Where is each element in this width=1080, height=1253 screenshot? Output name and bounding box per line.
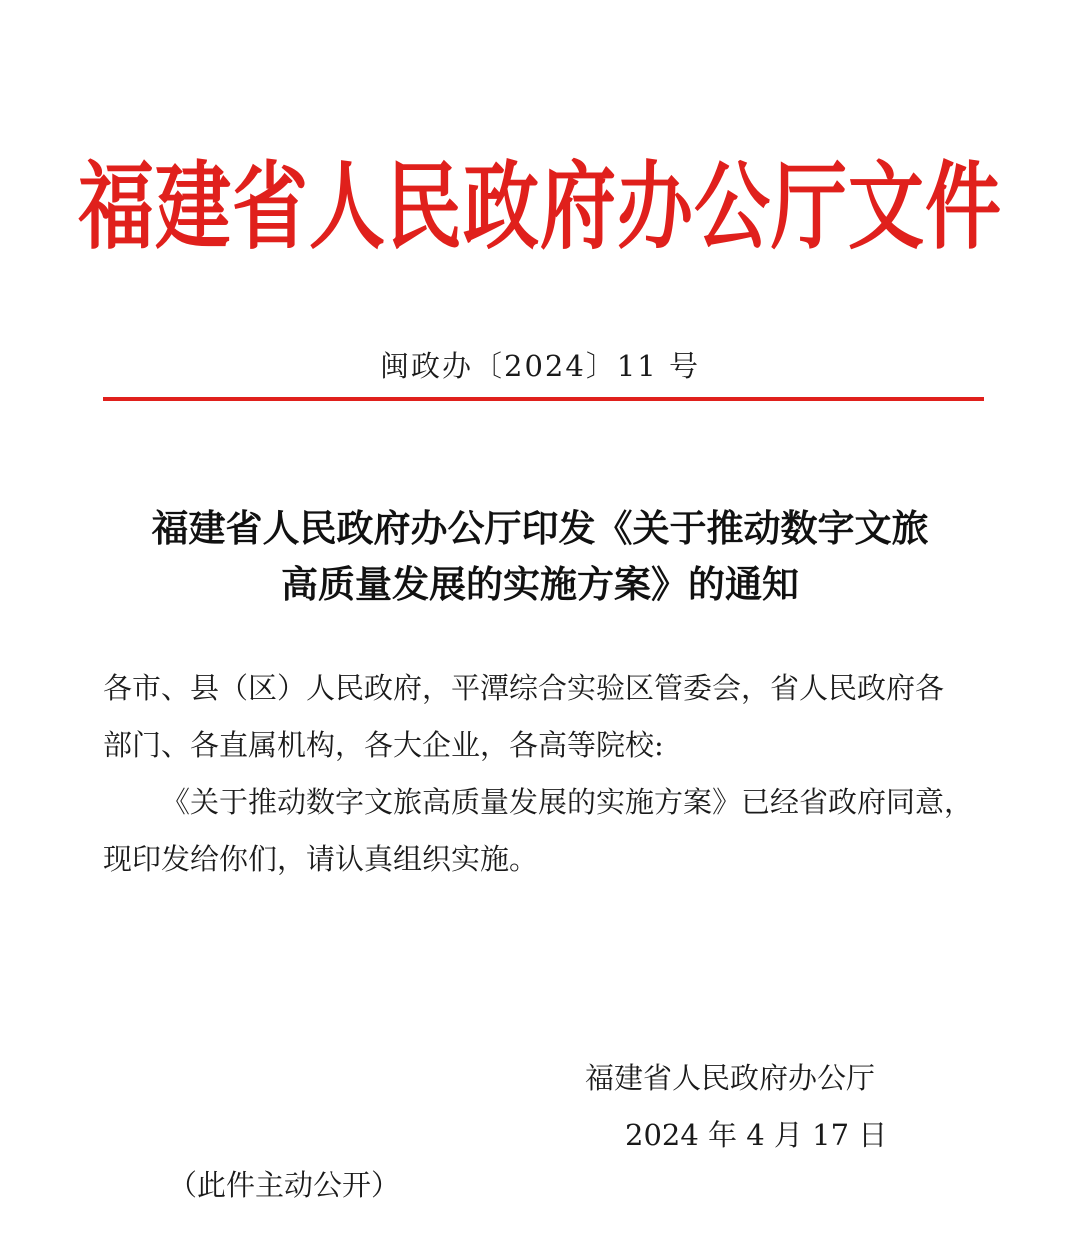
addressee-line-2: 部门、各直属机构，各大企业，各高等院校:	[103, 728, 664, 762]
body-paragraph-line-2: 现印发给你们，请认真组织实施。	[103, 842, 539, 876]
issuing-office: 福建省人民政府办公厅	[585, 1061, 876, 1095]
body-paragraph-line-1: 《关于推动数字文旅高质量发展的实施方案》已经省政府同意，	[161, 785, 974, 819]
notice-title	[100, 500, 980, 612]
disclosure-note: （此件主动公开）	[168, 1168, 401, 1202]
notice-body	[103, 660, 988, 888]
signature-block	[585, 1050, 905, 1164]
notice-title-line-2: 高质量发展的实施方案》的通知	[281, 562, 799, 606]
issue-date: 2024 年 4 月 17 日	[625, 1118, 888, 1152]
document-header-title: 福建省人民政府办公厅文件	[78, 150, 1002, 262]
notice-title-line-1: 福建省人民政府办公厅印发《关于推动数字文旅	[151, 506, 929, 550]
red-separator-rule	[103, 397, 984, 401]
addressee-line-1: 各市、县（区）人民政府，平潭综合实验区管委会，省人民政府各	[103, 671, 945, 705]
document-number: 闽政办〔2024〕11 号	[380, 349, 700, 383]
